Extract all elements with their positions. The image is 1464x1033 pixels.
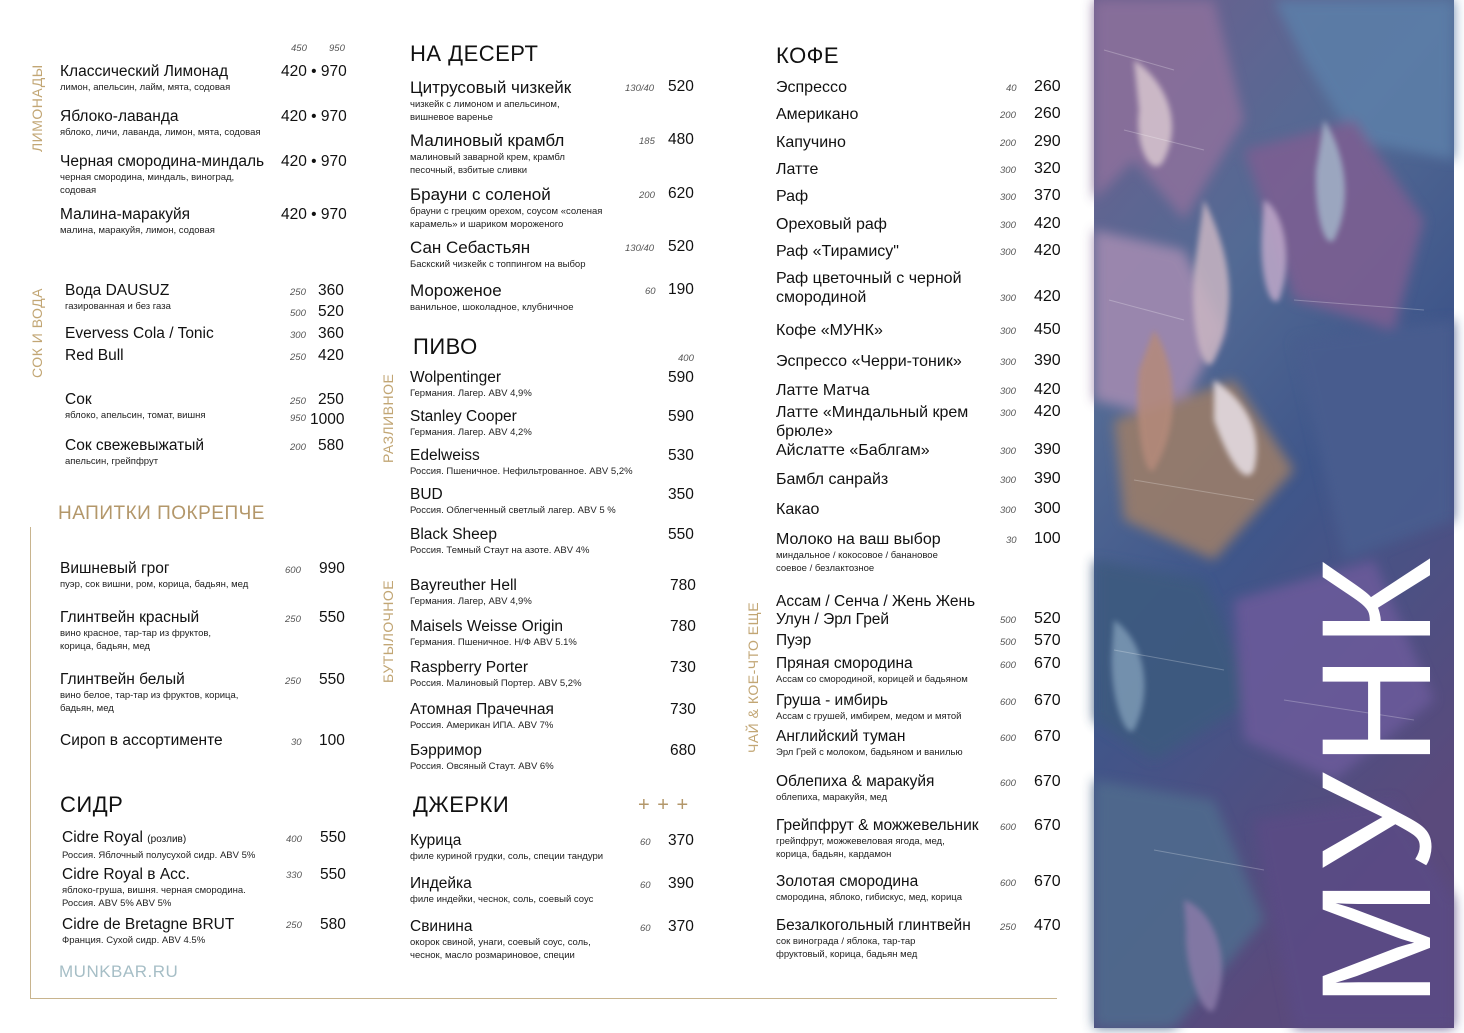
menu-item	[776, 105, 858, 124]
item-description: корица, бадьян, кардамон	[776, 849, 892, 860]
menu-item	[776, 817, 979, 861]
menu-item	[776, 470, 888, 489]
item-price: 370	[1034, 187, 1061, 204]
item-price: 670	[1034, 655, 1061, 672]
juice-water-label: СОК И ВОДА	[29, 288, 45, 378]
item-description: соевое / безлактозное	[776, 563, 875, 574]
item-name-line2: брюле»	[776, 423, 833, 440]
menu-item	[776, 78, 847, 97]
item-price: 520	[1034, 610, 1061, 627]
item-price: 420	[1034, 403, 1061, 420]
item-description: Эрл Грей с молоком, бадьяном и ванилью	[776, 747, 963, 758]
menu-item	[776, 655, 968, 686]
item-name-line2: Улун / Эрл Грей	[776, 611, 890, 628]
item-volume: 600	[1000, 697, 1016, 708]
menu-item	[776, 133, 846, 152]
menu-item: Edelweiss Россия. Пшеничное. Нефильтрованное. ABV 5,2%	[410, 447, 633, 477]
menu-item	[776, 242, 899, 261]
item-volume: 30	[1006, 535, 1017, 546]
item-volume: 300	[1000, 446, 1016, 457]
item-price: 420	[1034, 288, 1061, 305]
item-price: 290	[1034, 133, 1061, 150]
menu-item: Cidre Royal (розлив) Россия. Яблочный полусухой сидр. ABV 5%	[62, 829, 256, 861]
item-volume: 300	[1000, 386, 1016, 397]
item-name: Облепиха & маракуйя	[776, 773, 935, 790]
strong-drinks-title: НАПИТКИ ПОКРЕПЧЕ	[58, 503, 265, 524]
menu-item	[776, 500, 819, 519]
item-price: 670	[1034, 873, 1061, 890]
item-volume: 250	[1000, 922, 1016, 933]
menu-item: Вода DAUSUZ газированная и без газа	[65, 282, 171, 312]
menu-item: Брауни с соленой брауни с грецким орехом, соусом «соленая карамель» и шариком мороженого	[410, 185, 603, 230]
item-volume: 300	[1000, 220, 1016, 231]
menu-item	[776, 441, 930, 460]
item-description: грейпфрут, можжевеловая ягода, мед,	[776, 836, 945, 847]
item-name: Молоко на ваш выбор	[776, 531, 941, 548]
beer-draft-label: РАЗЛИВНОЕ	[380, 373, 396, 463]
menu-item: Классический Лимонад лимон, апельсин, лайм, мята, содовая	[60, 63, 231, 93]
menu-item	[776, 593, 975, 629]
lemonade-vol-a: 450	[291, 43, 307, 54]
item-name: Раф цветочный с черной	[776, 270, 962, 287]
beer-bottled-label: БУТЫЛОЧНОЕ	[380, 579, 396, 683]
jerky-title: ДЖЕРКИ	[413, 792, 510, 817]
item-price: 570	[1034, 632, 1061, 649]
lemonade-vol-b: 950	[329, 43, 345, 54]
frame-line-vertical	[30, 527, 31, 999]
menu-item: Maisels Weisse Origin Германия. Пшеничное. Н/Ф ABV 5.1%	[410, 618, 577, 648]
item-price: 470	[1034, 917, 1061, 934]
item-name: Английский туман	[776, 728, 906, 745]
item-volume: 300	[1000, 505, 1016, 516]
item-name: Ореховый раф	[776, 216, 887, 233]
menu-item: Cidre Royal в Асс. яблоко-груша, вишня. черная смородина. Россия. ABV 5% ABV 5%	[62, 866, 246, 909]
beer-vol: 400	[678, 353, 694, 364]
item-volume: 200	[1000, 138, 1016, 149]
menu-item	[776, 728, 963, 759]
item-volume: 600	[1000, 822, 1016, 833]
item-price: 450	[1034, 321, 1061, 338]
frame-line-horizontal	[30, 998, 1057, 999]
menu-item: Глинтвейн белый вино белое, тар-тар из фруктов, корица, бадьян, мед	[60, 671, 239, 714]
menu-item: Wolpentinger Германия. Лагер. ABV 4,9%	[410, 369, 532, 399]
menu-item: Сок свежевыжатый апельсин, грейпфрут	[65, 437, 205, 467]
item-volume: 40	[1006, 83, 1017, 94]
menu-item	[776, 215, 887, 234]
menu-item	[776, 530, 941, 575]
item-price: 320	[1034, 160, 1061, 177]
item-price: 420	[1034, 242, 1061, 259]
menu-item: Курица филе куриной грудки, соль, специи тандури	[410, 832, 604, 862]
menu-item: Малиновый крамбл малиновый заварной крем, крамбл песочный, взбитые сливки	[410, 131, 565, 176]
menu-item	[776, 873, 962, 904]
lemonades-label: ЛИМОНАДЫ	[29, 64, 45, 152]
menu-item	[776, 352, 962, 371]
item-price: 390	[1034, 352, 1061, 369]
dessert-title: НА ДЕСЕРТ	[410, 41, 539, 66]
item-volume: 200	[1000, 110, 1016, 121]
item-price: 390	[1034, 470, 1061, 487]
item-name: Безалкогольный глинтвейн	[776, 917, 971, 934]
item-price: 670	[1034, 692, 1061, 709]
menu-item	[776, 160, 818, 179]
item-name: Пряная смородина	[776, 655, 913, 672]
menu-item: Сан Себастьян Баскский чизкейк с топпингом на выбор	[410, 238, 586, 270]
menu-item: Яблоко-лаванда яблоко, личи, лаванда, лимон, мята, содовая	[60, 108, 261, 138]
item-name: Ассам / Сенча / Жень Жень	[776, 593, 976, 610]
menu-item	[776, 269, 962, 307]
menu-item: Raspberry Porter Россия. Малиновый Портер. ABV 5,2%	[410, 659, 582, 689]
tea-label: ЧАЙ & КОЕ-ЧТО ЕЩЕ	[745, 601, 761, 753]
menu-item: Cidre de Bretagne BRUT Франция. Сухой сидр. ABV 4.5%	[62, 916, 235, 946]
item-name: Кофе «МУНК»	[776, 322, 883, 339]
item-volume: 300	[1000, 357, 1016, 368]
item-price: 100	[1034, 530, 1061, 547]
item-price: 260	[1034, 105, 1061, 122]
item-name: Золотая смородина	[776, 873, 919, 890]
item-description: сок винограда / яблока, тар-тар	[776, 936, 916, 947]
menu-item: Индейка филе индейки, чеснок, соль, соевый соус	[410, 875, 594, 905]
menu-item	[776, 381, 869, 400]
menu-item: Сироп в ассортименте	[60, 732, 223, 749]
item-price: 420 • 970	[281, 63, 347, 80]
item-volume: 600	[1000, 733, 1016, 744]
menu-item: Сок яблоко, апельсин, томат, вишня	[65, 391, 206, 421]
item-volume: 300	[1000, 293, 1016, 304]
item-name: Пуэр	[776, 632, 812, 649]
item-price: 390	[1034, 441, 1061, 458]
menu-item: Вишневый грог пуэр, сок вишни, ром, корица, бадьян, мед	[60, 560, 249, 590]
website-link[interactable]: MUNKBAR.RU	[59, 962, 179, 981]
menu-item	[776, 187, 808, 206]
item-price: 670	[1034, 773, 1061, 790]
menu-item: Бэрримор Россия. Овсяный Стаут. ABV 6%	[410, 742, 554, 772]
item-price: 670	[1034, 817, 1061, 834]
item-description: облепиха, маракуйя, мед	[776, 792, 888, 803]
brand-logo-text: МУНК	[1290, 551, 1464, 1008]
item-name: Раф	[776, 188, 809, 205]
item-description: Ассам с грушей, имбирем, медом и мятой	[776, 711, 962, 722]
menu-item	[776, 917, 971, 961]
item-volume: 300	[1000, 326, 1016, 337]
menu-item	[776, 773, 934, 804]
item-name: Американо	[776, 106, 859, 123]
item-price: 420 • 970	[281, 153, 347, 170]
brand-logo	[1290, 551, 1464, 1008]
menu-item	[776, 403, 969, 440]
menu-item: BUD Россия. Облегченный светлый лагер. ABV 5 %	[410, 486, 616, 516]
item-name: Груша - имбирь	[776, 692, 888, 709]
item-volume: 600	[1000, 660, 1016, 671]
menu-item: Свинина окорок свиной, унаги, соевый соус, соль, чеснок, масло розмариновое, специи	[410, 918, 591, 961]
menu-item	[776, 692, 961, 723]
item-price: 670	[1034, 728, 1061, 745]
item-price: 420	[1034, 381, 1061, 398]
item-description: миндальное / кокосовое / банановое	[776, 550, 938, 561]
item-volume: 300	[1000, 475, 1016, 486]
item-volume: 300	[1000, 165, 1016, 176]
item-volume: 300	[1000, 247, 1016, 258]
menu-item: Глинтвейн красный вино красное, тар-тар из фруктов, корица, бадьян, мед	[60, 609, 212, 652]
menu-item: Black Sheep Россия. Темный Стаут на азоте. ABV 4%	[410, 526, 590, 556]
item-volume: 500	[1000, 615, 1016, 626]
item-name: Латте Матча	[776, 382, 870, 399]
item-name: Эспрессо «Черри-тоник»	[776, 353, 962, 370]
menu-item: Малина-маракуйя малина, маракуйя, лимон, содовая	[60, 206, 215, 236]
item-price: 420	[1034, 215, 1061, 232]
menu-item: Bayreuther Hell Германия. Лагер, ABV 4,9%	[410, 577, 532, 607]
plus-icons: + + +	[638, 794, 690, 816]
item-description: фруктовый, корица, бадьян мед	[776, 949, 918, 960]
item-volume: 600	[1000, 878, 1016, 889]
item-name-line2: смородиной	[776, 289, 867, 306]
item-price: 260	[1034, 78, 1061, 95]
item-name: Какао	[776, 501, 820, 518]
item-volume: 500	[1000, 637, 1016, 648]
item-description: смородина, яблоко, гибискус, мед, корица	[776, 892, 962, 903]
item-name: Айслатте «Баблгам»	[776, 442, 930, 459]
menu-item	[776, 321, 883, 340]
menu-item: Черная смородина-миндаль черная смородина, миндаль, виноград, содовая	[60, 153, 265, 196]
item-name: Бамбл санрайз	[776, 471, 889, 488]
cider-title: СИДР	[60, 792, 124, 817]
beer-title: ПИВО	[413, 334, 478, 359]
menu-item: Evervess Cola / Tonic	[65, 325, 214, 342]
coffee-title: КОФЕ	[776, 43, 840, 68]
item-price: 420 • 970	[281, 206, 347, 223]
menu-item: Stanley Cooper Германия. Лагер. ABV 4,2%	[410, 408, 532, 438]
item-volume: 600	[1000, 778, 1016, 789]
item-name: Раф «Тирамису"	[776, 243, 899, 260]
menu-item: Мороженое ванильное, шоколадное, клубничное	[410, 281, 574, 313]
item-volume: 300	[1000, 192, 1016, 203]
menu-item	[776, 632, 811, 650]
item-name: Латте	[776, 161, 819, 178]
item-name: Капучино	[776, 134, 846, 151]
item-price: 300	[1034, 500, 1061, 517]
item-name: Латте «Миндальный крем	[776, 404, 969, 421]
menu-item: Атомная Прачечная Россия. Американ ИПА. ABV 7%	[410, 701, 554, 731]
item-name: Эспрессо	[776, 79, 848, 96]
item-name: Грейпфрут & можжевельник	[776, 817, 979, 834]
item-volume: 300	[1000, 408, 1016, 419]
item-price: 420 • 970	[281, 108, 347, 125]
item-description: Ассам со смородиной, корицей и бадьяном	[776, 674, 968, 685]
menu-item: Red Bull	[65, 347, 124, 364]
menu-item: Цитрусовый чизкейк чизкейк с лимоном и апельсином, вишневое варенье	[410, 78, 572, 123]
